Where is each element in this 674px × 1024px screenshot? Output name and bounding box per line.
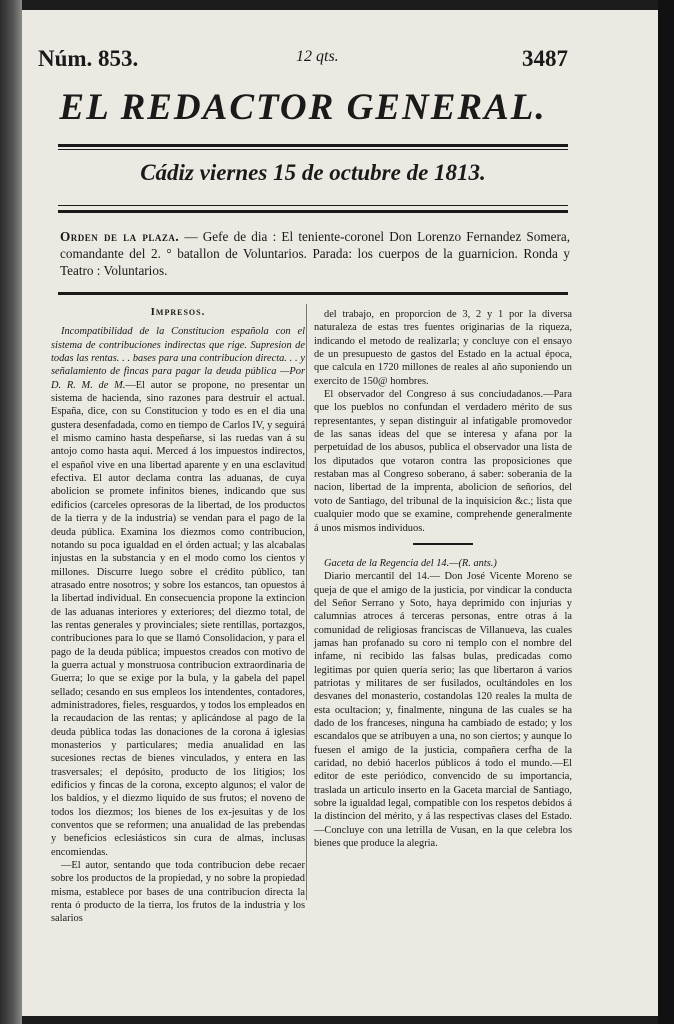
gaceta-regencia: Gaceta de la Regencia del 14.—(R. ants.)	[324, 557, 497, 569]
handwritten-note: 12 qts.	[296, 48, 339, 65]
dateline-rule	[58, 210, 568, 213]
dateline-rule-thin	[58, 205, 568, 206]
article-impresos	[51, 325, 305, 859]
page-number: 3487	[522, 46, 568, 71]
impresos-title: Incompatibilidad de la Constitucion española con el sistema de contribuciones indirectas que rige. Supresion de todas las rentas. . . bases para una contribucion directa. . . y señalamiento de fincas para pagar la deuda pública —Por D. R. M. de M.	[51, 326, 305, 391]
impresos-body: —El autor se propone, no presentar un sistema de hacienda, sino razones para destruir el actual. España, dice, con su Constitucion y todo es en el dia una gustera desenfadada, como en tiempo de Carlos IV, y seguirá el mismo camino hasta despeñarse, si las ruedas van á su antojo como hasta aqui. Merced á los impuestos indirectos, el español vive en una libertad aparente y en una esclavitud efectiva. El autor declama contra las aduanas, de cuya abolicion se promete infinitos bienes, indicando que sus edificios (carceles opresoras de la libertad, de los productos de la tierra y de la industria) se vendan para el pago de la deuda pública. Examina los diezmos como contribucion, notando su poca igualdad en el órden actual; y las alcabalas injustas en la substancia y en el modo como los cientos y millones. Discurre luego sobre el crédito público, tan atrasado entre nosotros; y sobre los estancos, tan opuestos á la libertad individual. En consecuencia propone la extincion de las aduanas interiores y exteriores; del diezmo total, de las rentas generales y provinciales; siete rentillas, portazgos, contribuciones para lo que se llamó Consolidacion, y para el pago de la deuda pública; impuestos creados con motivo de la guerra actual y monstruosa contribucion extraordinaria de Guerra; lo que se exige por la bula, y la gabela del papel sellado; cesando en sus empleos los intendentes, contadores, administradores, fieles, resguardos, y todos los empleados en la recaudacion de las rentas; y aplicándose al pago de la deuda pública todas las donaciones de la corona á iglesias monasterios y particulares; media anualidad en las sucesiones rectas de bienes vinculados, y entera en las trasversales; el depósito, producto de los litigios; los edificios y fincas de la corona, excepto algunos; el valor de los baldíos, y el diezmo liquido de sus frutos; el noveno de todos los diezmos; los bienes de los ex-jesuitas y de los conventos que se reformen; una anualidad de las prebendas y beneficios eclesiásticos sin cura de almas, inclusas encomiendas.	[51, 379, 305, 858]
orden-de-la-plaza	[60, 228, 570, 279]
dateline: Cádiz viernes 15 de octubre de 1813.	[140, 160, 486, 185]
short-divider	[413, 543, 473, 545]
left-column	[51, 306, 305, 926]
title-rule	[58, 144, 568, 147]
title-rule-thin	[58, 149, 568, 150]
right-column	[314, 308, 572, 850]
orden-label: Orden de la plaza.	[60, 229, 180, 244]
article-impresos-end: del trabajo, en proporcion de 3, 2 y 1 por la diversa naturaleza de estas tres fuentes originarias de la riqueza, indicando el metodo de realizarla; y concluye con el ensayo de un presupuesto de gastos del Estado en la actual época, que calcula en 1720 millones de reales al año suponiendo un exercito de 150@ hombres.	[314, 309, 572, 387]
issue-number: Núm. 853.	[38, 46, 139, 71]
newspaper-title: EL REDACTOR GENERAL.	[59, 87, 547, 128]
article-diario-mercantil: Diario mercantil del 14.— Don José Vicente Moreno se queja de que el amigo de la justicia, por vindicar la conducta del Señor Serrano y Soto, haya deprimido con injurias y calumnias atroces á terceras personas, entre otras á la comunidad de religiosas franciscas de Villanueva, las cuales jamas han profanado su coro ni templo con el nombre del infame, ni recibido las falsas bulas, predicadas como legitimas por quien quería serio; las que libertaron á varios patriotas y militares de ser fusilados, ocultándoles en los desvanes del monasterio, costandolas 120 reales la multa de esta ocultacion; y, finalmente, ninguna de las cuales se ha dado de los franceses, ninguna ha cambiado de estado; y los escandalos que se atribuyen a una, no son ciertos; y aunque lo fuesen el amigo de la justicia, compañera cerfha de la caridad, no debió hacerlos públicos á todo el mundo.—El editor de este periódico, convencido de su importancia, traslada un articulo inserto en la Gaceta marcial de Santiago, sobre la igualdad legal, compatible con los respetos debidos á la distincion del mérito, y á las respectivas clases del Estado.—Concluye con una letrilla de Vusan, en la que celebra los bienes que produce la alegria.	[314, 571, 572, 850]
article-impresos-cont: —El autor, sentando que toda contribucion debe recaer sobre los productos de la propiedad, y no sobre la propiedad misma, establece por bases de una contribucion directa la renta ó producto de la tierra, los frutos de la industria y los salarios	[51, 860, 305, 925]
section-rule	[58, 292, 568, 295]
orden-text: — Gefe de dia : El teniente-coronel Don Lorenzo Fernandez Somera, comandante del 2. ° batallon de Voluntarios. Parada: los cuerpos de la guarnicion. Ronda y Teatro : Voluntarios.	[60, 229, 570, 278]
column-separator	[306, 304, 307, 900]
impresos-heading: Impresos.	[150, 306, 206, 318]
article-observador: El observador del Congreso á sus conciudadanos.—Para que los pueblos no confundan el verdadero mérito de sus representantes, y sepan distinguir al infatigable promovedor de las sanas ideas del que se interesa y afana por la perpetuidad de los abusos, publica el observador una lista de los diputados que votaron contra las proposiciones que restaban mas al Congreso soberano, á saber: soberania de la nacion, libertad de la imprenta, abolicion de señorios, del voto de Santiago, del tribunal de la inquisicion &c.; lista que cualquier modo que se examine, comprehende generalmente á unos mismos individuos.	[314, 389, 572, 534]
page-edge	[658, 0, 674, 1024]
book-spine	[0, 0, 22, 1024]
header-row	[38, 46, 568, 80]
